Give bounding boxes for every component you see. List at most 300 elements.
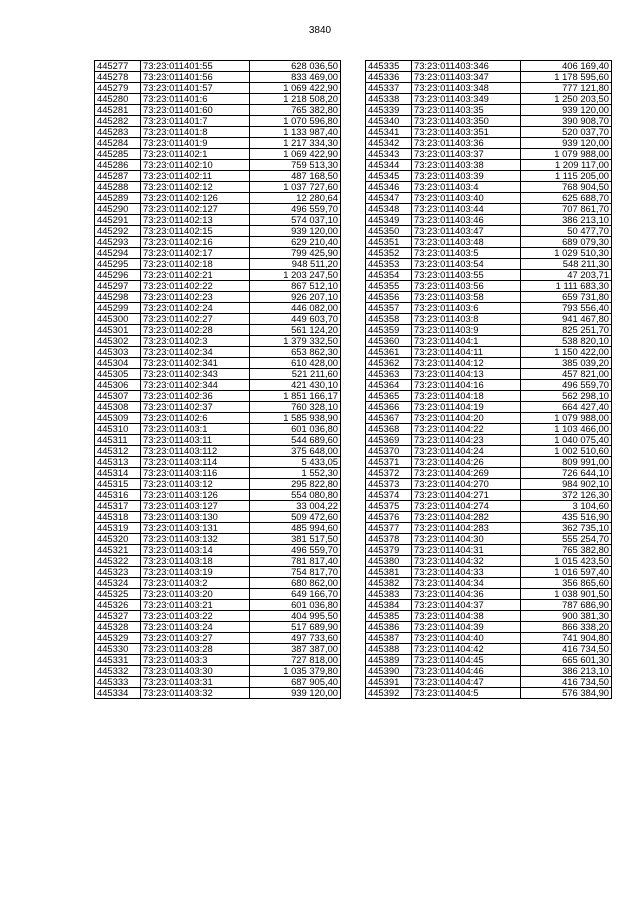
table-row xyxy=(95,270,341,281)
cadastral-number-cell: 73:23:011401:9 xyxy=(141,138,250,149)
value-cell: 768 904,50 xyxy=(521,182,612,193)
table-row xyxy=(95,215,341,226)
table-row xyxy=(366,226,612,237)
value-cell: 544 689,60 xyxy=(250,435,341,446)
row-number-cell: 445368 xyxy=(366,424,412,435)
row-number-cell: 445337 xyxy=(366,83,412,94)
table-row xyxy=(366,292,612,303)
cadastral-number-cell: 73:23:011402:13 xyxy=(141,215,250,226)
cadastral-number-cell: 73:23:011403:47 xyxy=(412,226,521,237)
table-row xyxy=(366,479,612,490)
value-cell: 385 039,20 xyxy=(521,358,612,369)
cadastral-number-cell: 73:23:011402:23 xyxy=(141,292,250,303)
table-row xyxy=(95,622,341,633)
cadastral-number-cell: 73:23:011402:28 xyxy=(141,325,250,336)
table-row xyxy=(95,633,341,644)
cadastral-number-cell: 73:23:011404:20 xyxy=(412,413,521,424)
value-cell: 446 082,00 xyxy=(250,303,341,314)
row-number-cell: 445365 xyxy=(366,391,412,402)
table-row xyxy=(366,237,612,248)
cadastral-number-cell: 73:23:011402:3 xyxy=(141,336,250,347)
cadastral-number-cell: 73:23:011402:1 xyxy=(141,149,250,160)
cadastral-number-cell: 73:23:011404:47 xyxy=(412,677,521,688)
value-cell: 1 552,30 xyxy=(250,468,341,479)
table-row xyxy=(95,336,341,347)
value-cell: 900 381,30 xyxy=(521,611,612,622)
row-number-cell: 445363 xyxy=(366,369,412,380)
cadastral-number-cell: 73:23:011403:127 xyxy=(141,501,250,512)
table-row xyxy=(95,402,341,413)
value-cell: 1 069 422,90 xyxy=(250,149,341,160)
cadastral-number-cell: 73:23:011402:341 xyxy=(141,358,250,369)
row-number-cell: 445364 xyxy=(366,380,412,391)
table-row xyxy=(95,611,341,622)
row-number-cell: 445327 xyxy=(95,611,141,622)
value-cell: 362 735,10 xyxy=(521,523,612,534)
value-cell: 386 213,10 xyxy=(521,666,612,677)
table-row xyxy=(95,83,341,94)
table-row xyxy=(366,545,612,556)
cadastral-number-cell: 73:23:011404:269 xyxy=(412,468,521,479)
row-number-cell: 445372 xyxy=(366,468,412,479)
value-cell: 1 585 938,90 xyxy=(250,413,341,424)
row-number-cell: 445345 xyxy=(366,171,412,182)
row-number-cell: 445338 xyxy=(366,94,412,105)
table-row xyxy=(95,479,341,490)
cadastral-number-cell: 73:23:011404:45 xyxy=(412,655,521,666)
table-row xyxy=(366,688,612,699)
row-number-cell: 445281 xyxy=(95,105,141,116)
table-row xyxy=(366,380,612,391)
table-row xyxy=(95,226,341,237)
cadastral-number-cell: 73:23:011404:46 xyxy=(412,666,521,677)
row-number-cell: 445310 xyxy=(95,424,141,435)
cadastral-number-cell: 73:23:011403:35 xyxy=(412,105,521,116)
cadastral-number-cell: 73:23:011404:12 xyxy=(412,358,521,369)
value-cell: 1 035 379,80 xyxy=(250,666,341,677)
row-number-cell: 445295 xyxy=(95,259,141,270)
row-number-cell: 445294 xyxy=(95,248,141,259)
value-cell: 680 862,00 xyxy=(250,578,341,589)
row-number-cell: 445304 xyxy=(95,358,141,369)
table-row xyxy=(366,215,612,226)
table-row xyxy=(95,248,341,259)
table-row xyxy=(366,424,612,435)
value-cell: 33 004,22 xyxy=(250,501,341,512)
row-number-cell: 445367 xyxy=(366,413,412,424)
table-row xyxy=(366,105,612,116)
row-number-cell: 445292 xyxy=(95,226,141,237)
cadastral-number-cell: 73:23:011403:24 xyxy=(141,622,250,633)
table-row xyxy=(366,633,612,644)
cadastral-number-cell: 73:23:011403:36 xyxy=(412,138,521,149)
value-cell: 1 203 247,50 xyxy=(250,270,341,281)
value-cell: 759 513,30 xyxy=(250,160,341,171)
value-cell: 416 734,50 xyxy=(521,677,612,688)
cadastral-number-cell: 73:23:011402:10 xyxy=(141,160,250,171)
row-number-cell: 445388 xyxy=(366,644,412,655)
row-number-cell: 445280 xyxy=(95,94,141,105)
row-number-cell: 445384 xyxy=(366,600,412,611)
row-number-cell: 445383 xyxy=(366,589,412,600)
cadastral-number-cell: 73:23:011403:3 xyxy=(141,655,250,666)
row-number-cell: 445320 xyxy=(95,534,141,545)
cadastral-number-cell: 73:23:011404:18 xyxy=(412,391,521,402)
cadastral-number-cell: 73:23:011404:270 xyxy=(412,479,521,490)
value-cell: 485 994,60 xyxy=(250,523,341,534)
table-row xyxy=(95,292,341,303)
cadastral-number-cell: 73:23:011404:1 xyxy=(412,336,521,347)
cadastral-number-cell: 73:23:011404:283 xyxy=(412,523,521,534)
cadastral-number-cell: 73:23:011404:26 xyxy=(412,457,521,468)
value-cell: 793 556,40 xyxy=(521,303,612,314)
row-number-cell: 445315 xyxy=(95,479,141,490)
value-cell: 601 036,80 xyxy=(250,424,341,435)
table-row xyxy=(366,589,612,600)
cadastral-number-cell: 73:23:011403:58 xyxy=(412,292,521,303)
table-row xyxy=(366,138,612,149)
cadastral-number-cell: 73:23:011403:14 xyxy=(141,545,250,556)
row-number-cell: 445382 xyxy=(366,578,412,589)
row-number-cell: 445319 xyxy=(95,523,141,534)
value-cell: 517 689,90 xyxy=(250,622,341,633)
table-row xyxy=(95,237,341,248)
table-row xyxy=(95,149,341,160)
row-number-cell: 445347 xyxy=(366,193,412,204)
cadastral-number-cell: 73:23:011404:24 xyxy=(412,446,521,457)
cadastral-number-cell: 73:23:011402:21 xyxy=(141,270,250,281)
value-cell: 625 688,70 xyxy=(521,193,612,204)
value-cell: 538 820,10 xyxy=(521,336,612,347)
value-cell: 707 861,70 xyxy=(521,204,612,215)
row-number-cell: 445346 xyxy=(366,182,412,193)
cadastral-number-cell: 73:23:011403:131 xyxy=(141,523,250,534)
cadastral-number-cell: 73:23:011402:17 xyxy=(141,248,250,259)
table-row xyxy=(95,435,341,446)
cadastral-number-cell: 73:23:011403:11 xyxy=(141,435,250,446)
value-cell: 12 280,64 xyxy=(250,193,341,204)
row-number-cell: 445378 xyxy=(366,534,412,545)
cadastral-number-cell: 73:23:011404:40 xyxy=(412,633,521,644)
row-number-cell: 445356 xyxy=(366,292,412,303)
value-cell: 562 298,10 xyxy=(521,391,612,402)
row-number-cell: 445279 xyxy=(95,83,141,94)
row-number-cell: 445390 xyxy=(366,666,412,677)
table-row xyxy=(95,567,341,578)
value-cell: 1 037 727,60 xyxy=(250,182,341,193)
table-row xyxy=(95,380,341,391)
cadastral-number-cell: 73:23:011403:126 xyxy=(141,490,250,501)
cadastral-number-cell: 73:23:011404:22 xyxy=(412,424,521,435)
row-number-cell: 445369 xyxy=(366,435,412,446)
row-number-cell: 445278 xyxy=(95,72,141,83)
table-row xyxy=(366,116,612,127)
value-cell: 649 166,70 xyxy=(250,589,341,600)
table-row xyxy=(95,369,341,380)
row-number-cell: 445332 xyxy=(95,666,141,677)
value-cell: 765 382,80 xyxy=(250,105,341,116)
row-number-cell: 445321 xyxy=(95,545,141,556)
value-cell: 867 512,10 xyxy=(250,281,341,292)
row-number-cell: 445325 xyxy=(95,589,141,600)
row-number-cell: 445301 xyxy=(95,325,141,336)
value-cell: 386 213,10 xyxy=(521,215,612,226)
cadastral-number-cell: 73:23:011402:37 xyxy=(141,402,250,413)
table-row xyxy=(366,325,612,336)
row-number-cell: 445342 xyxy=(366,138,412,149)
cadastral-number-cell: 73:23:011403:132 xyxy=(141,534,250,545)
row-number-cell: 445360 xyxy=(366,336,412,347)
value-cell: 5 433,05 xyxy=(250,457,341,468)
value-cell: 406 169,40 xyxy=(521,61,612,72)
cadastral-number-cell: 73:23:011403:350 xyxy=(412,116,521,127)
table-row xyxy=(95,325,341,336)
cadastral-number-cell: 73:23:011402:34 xyxy=(141,347,250,358)
row-number-cell: 445309 xyxy=(95,413,141,424)
table-row xyxy=(366,490,612,501)
table-row xyxy=(366,655,612,666)
row-number-cell: 445353 xyxy=(366,259,412,270)
value-cell: 47 203,71 xyxy=(521,270,612,281)
value-cell: 984 902,10 xyxy=(521,479,612,490)
cadastral-number-cell: 73:23:011403:9 xyxy=(412,325,521,336)
table-row xyxy=(95,127,341,138)
table-row xyxy=(95,259,341,270)
table-row xyxy=(366,578,612,589)
table-row xyxy=(95,512,341,523)
row-number-cell: 445355 xyxy=(366,281,412,292)
table-row xyxy=(366,567,612,578)
table-row xyxy=(95,138,341,149)
table-row xyxy=(366,193,612,204)
table-row xyxy=(366,336,612,347)
value-cell: 825 251,70 xyxy=(521,325,612,336)
registry-table-left-body xyxy=(95,61,341,699)
value-cell: 941 467,80 xyxy=(521,314,612,325)
row-number-cell: 445357 xyxy=(366,303,412,314)
row-number-cell: 445322 xyxy=(95,556,141,567)
table-row xyxy=(95,105,341,116)
value-cell: 497 733,60 xyxy=(250,633,341,644)
table-row xyxy=(95,413,341,424)
row-number-cell: 445374 xyxy=(366,490,412,501)
value-cell: 576 384,90 xyxy=(521,688,612,699)
table-row xyxy=(366,402,612,413)
row-number-cell: 445379 xyxy=(366,545,412,556)
value-cell: 1 133 987,40 xyxy=(250,127,341,138)
row-number-cell: 445300 xyxy=(95,314,141,325)
cadastral-number-cell: 73:23:011403:39 xyxy=(412,171,521,182)
cadastral-number-cell: 73:23:011401:7 xyxy=(141,116,250,127)
value-cell: 833 469,00 xyxy=(250,72,341,83)
cadastral-number-cell: 73:23:011402:27 xyxy=(141,314,250,325)
value-cell: 1 002 510,60 xyxy=(521,446,612,457)
table-row xyxy=(95,688,341,699)
table-row xyxy=(366,127,612,138)
row-number-cell: 445370 xyxy=(366,446,412,457)
table-row xyxy=(95,655,341,666)
value-cell: 765 382,80 xyxy=(521,545,612,556)
value-cell: 787 686,90 xyxy=(521,600,612,611)
value-cell: 1 250 203,50 xyxy=(521,94,612,105)
cadastral-number-cell: 73:23:011404:37 xyxy=(412,600,521,611)
value-cell: 689 079,30 xyxy=(521,237,612,248)
table-row xyxy=(95,490,341,501)
cadastral-number-cell: 73:23:011403:347 xyxy=(412,72,521,83)
value-cell: 659 731,80 xyxy=(521,292,612,303)
cadastral-number-cell: 73:23:011404:16 xyxy=(412,380,521,391)
cadastral-number-cell: 73:23:011403:19 xyxy=(141,567,250,578)
value-cell: 1 178 595,60 xyxy=(521,72,612,83)
table-row xyxy=(95,182,341,193)
value-cell: 50 477,70 xyxy=(521,226,612,237)
cadastral-number-cell: 73:23:011404:271 xyxy=(412,490,521,501)
cadastral-number-cell: 73:23:011402:344 xyxy=(141,380,250,391)
table-row xyxy=(95,347,341,358)
value-cell: 3 104,60 xyxy=(521,501,612,512)
cadastral-number-cell: 73:23:011403:32 xyxy=(141,688,250,699)
cadastral-number-cell: 73:23:011403:22 xyxy=(141,611,250,622)
value-cell: 610 428,00 xyxy=(250,358,341,369)
registry-table-left xyxy=(94,60,341,699)
row-number-cell: 445303 xyxy=(95,347,141,358)
cadastral-number-cell: 73:23:011404:30 xyxy=(412,534,521,545)
table-row xyxy=(366,446,612,457)
value-cell: 760 328,10 xyxy=(250,402,341,413)
value-cell: 809 991,00 xyxy=(521,457,612,468)
row-number-cell: 445349 xyxy=(366,215,412,226)
row-number-cell: 445341 xyxy=(366,127,412,138)
table-row xyxy=(95,61,341,72)
table-row xyxy=(366,248,612,259)
cadastral-number-cell: 73:23:011402:343 xyxy=(141,369,250,380)
row-number-cell: 445331 xyxy=(95,655,141,666)
row-number-cell: 445326 xyxy=(95,600,141,611)
row-number-cell: 445392 xyxy=(366,688,412,699)
cadastral-number-cell: 73:23:011403:130 xyxy=(141,512,250,523)
row-number-cell: 445375 xyxy=(366,501,412,512)
value-cell: 687 905,40 xyxy=(250,677,341,688)
row-number-cell: 445312 xyxy=(95,446,141,457)
row-number-cell: 445329 xyxy=(95,633,141,644)
cadastral-number-cell: 73:23:011404:19 xyxy=(412,402,521,413)
cadastral-number-cell: 73:23:011403:28 xyxy=(141,644,250,655)
row-number-cell: 445285 xyxy=(95,149,141,160)
row-number-cell: 445289 xyxy=(95,193,141,204)
cadastral-number-cell: 73:23:011401:56 xyxy=(141,72,250,83)
table-row xyxy=(95,644,341,655)
row-number-cell: 445290 xyxy=(95,204,141,215)
cadastral-number-cell: 73:23:011403:116 xyxy=(141,468,250,479)
cadastral-number-cell: 73:23:011401:55 xyxy=(141,61,250,72)
value-cell: 926 207,10 xyxy=(250,292,341,303)
cadastral-number-cell: 73:23:011403:18 xyxy=(141,556,250,567)
table-row xyxy=(366,611,612,622)
table-row xyxy=(366,666,612,677)
value-cell: 866 338,20 xyxy=(521,622,612,633)
value-cell: 1 029 510,30 xyxy=(521,248,612,259)
table-row xyxy=(366,600,612,611)
row-number-cell: 445334 xyxy=(95,688,141,699)
row-number-cell: 445387 xyxy=(366,633,412,644)
cadastral-number-cell: 73:23:011403:31 xyxy=(141,677,250,688)
row-number-cell: 445287 xyxy=(95,171,141,182)
value-cell: 404 995,50 xyxy=(250,611,341,622)
table-row xyxy=(366,72,612,83)
table-row xyxy=(366,457,612,468)
value-cell: 1 379 332,50 xyxy=(250,336,341,347)
row-number-cell: 445314 xyxy=(95,468,141,479)
table-row xyxy=(366,281,612,292)
cadastral-number-cell: 73:23:011402:11 xyxy=(141,171,250,182)
row-number-cell: 445354 xyxy=(366,270,412,281)
value-cell: 1 209 117,00 xyxy=(521,160,612,171)
cadastral-number-cell: 73:23:011403:4 xyxy=(412,182,521,193)
cadastral-number-cell: 73:23:011403:48 xyxy=(412,237,521,248)
row-number-cell: 445305 xyxy=(95,369,141,380)
row-number-cell: 445348 xyxy=(366,204,412,215)
row-number-cell: 445343 xyxy=(366,149,412,160)
table-row xyxy=(95,578,341,589)
value-cell: 574 037,10 xyxy=(250,215,341,226)
row-number-cell: 445308 xyxy=(95,402,141,413)
cadastral-number-cell: 73:23:011403:55 xyxy=(412,270,521,281)
table-row xyxy=(366,523,612,534)
row-number-cell: 445296 xyxy=(95,270,141,281)
value-cell: 356 865,60 xyxy=(521,578,612,589)
cadastral-number-cell: 73:23:011403:54 xyxy=(412,259,521,270)
cadastral-number-cell: 73:23:011403:349 xyxy=(412,94,521,105)
row-number-cell: 445389 xyxy=(366,655,412,666)
value-cell: 496 559,70 xyxy=(250,204,341,215)
row-number-cell: 445323 xyxy=(95,567,141,578)
table-row xyxy=(366,270,612,281)
registry-table-right-body xyxy=(366,61,612,699)
row-number-cell: 445291 xyxy=(95,215,141,226)
row-number-cell: 445328 xyxy=(95,622,141,633)
row-number-cell: 445358 xyxy=(366,314,412,325)
row-number-cell: 445311 xyxy=(95,435,141,446)
row-number-cell: 445288 xyxy=(95,182,141,193)
value-cell: 457 821,00 xyxy=(521,369,612,380)
cadastral-number-cell: 73:23:011403:56 xyxy=(412,281,521,292)
table-row xyxy=(95,171,341,182)
cadastral-number-cell: 73:23:011403:2 xyxy=(141,578,250,589)
cadastral-number-cell: 73:23:011403:1 xyxy=(141,424,250,435)
value-cell: 939 120,00 xyxy=(521,138,612,149)
row-number-cell: 445277 xyxy=(95,61,141,72)
table-row xyxy=(366,314,612,325)
table-row xyxy=(95,116,341,127)
value-cell: 628 036,50 xyxy=(250,61,341,72)
table-row xyxy=(366,182,612,193)
value-cell: 948 511,20 xyxy=(250,259,341,270)
row-number-cell: 445307 xyxy=(95,391,141,402)
table-row xyxy=(95,523,341,534)
row-number-cell: 445373 xyxy=(366,479,412,490)
value-cell: 390 908,70 xyxy=(521,116,612,127)
table-row xyxy=(95,501,341,512)
row-number-cell: 445344 xyxy=(366,160,412,171)
value-cell: 295 822,80 xyxy=(250,479,341,490)
row-number-cell: 445299 xyxy=(95,303,141,314)
row-number-cell: 445313 xyxy=(95,457,141,468)
cadastral-number-cell: 73:23:011403:44 xyxy=(412,204,521,215)
cadastral-number-cell: 73:23:011402:126 xyxy=(141,193,250,204)
row-number-cell: 445371 xyxy=(366,457,412,468)
page-number: 3840 xyxy=(308,25,332,36)
cadastral-number-cell: 73:23:011401:8 xyxy=(141,127,250,138)
